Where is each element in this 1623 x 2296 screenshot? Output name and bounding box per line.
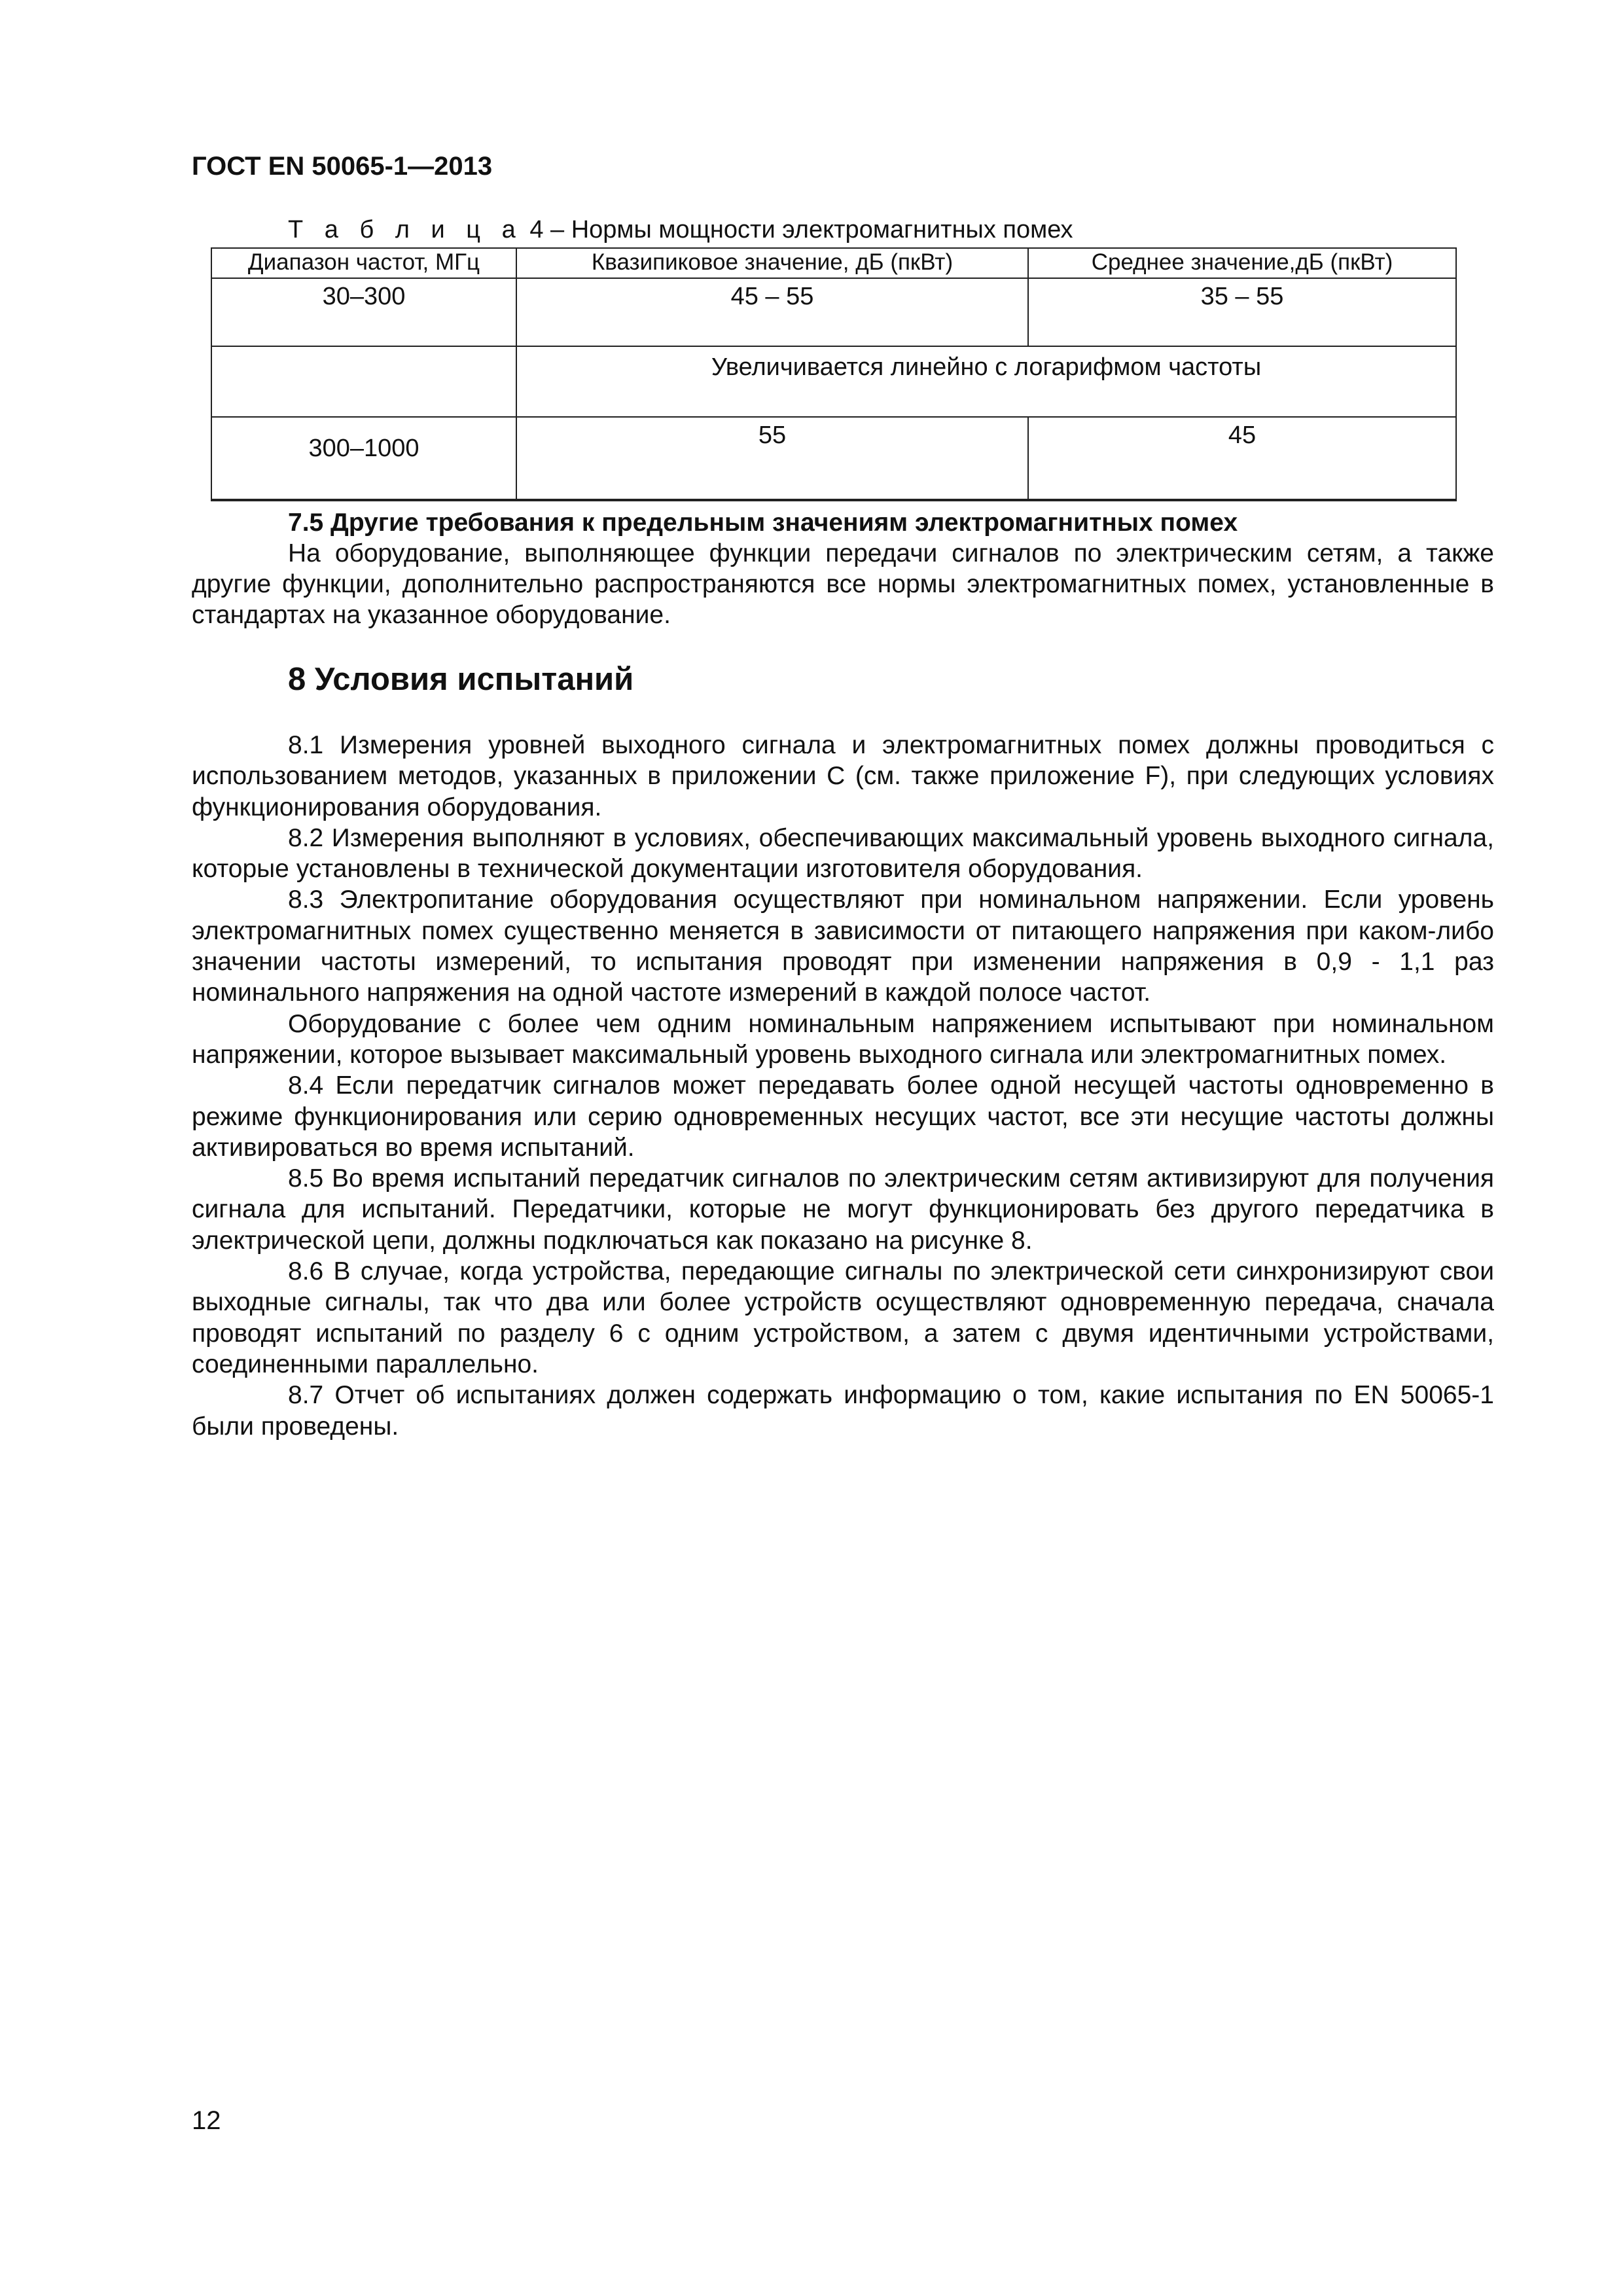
paragraph-8-3: 8.3 Электропитание оборудования осуществляют при номинальном напряжении. Если уровень электромагнитных помех существенно меняется в зависимости от питающего напряжения при каком-либо значении частоты измерений, то испытания проводят при изменении напряжения в 0,9 - 1,1 раз номинального напряжения на одной частоте измерений в каждой полосе частот. [192,886,1494,1007]
merged-note-cell: Увеличивается линейно с логарифмом частоты [516,346,1456,417]
quasi-peak-cell: 45 – 55 [516,278,1028,346]
paragraph-8-2: 8.2 Измерения выполняют в условиях, обеспечивающих максимальный уровень выходного сигнала, которые установлены в технической документации изготовителя оборудования. [192,823,1494,884]
table-row [211,346,1456,417]
frequency-range-cell [211,346,516,417]
frequency-range-cell: 30–300 [211,278,516,346]
column-header-frequency: Диапазон частот, МГц [211,248,516,278]
paragraph-8-3-continued: Оборудование с более чем одним номинальным напряжением испытывают при номинальном напряжении, которое вызывает максимальный уровень выходного сигнала или электромагнитных помех. [192,1009,1494,1069]
paragraph-8-1: 8.1 Измерения уровней выходного сигнала и электромагнитных помех должны проводиться с использованием методов, указанных в приложении С (см. также приложение F), при следующих условиях функционирования оборудования. [192,731,1494,821]
paragraph-8-4: 8.4 Если передатчик сигналов может передавать более одной несущей частоты одновременно в режиме функционирования или серию одновременных несущих частот, все эти несущие частоты должны активироваться во время испытаний. [192,1071,1494,1162]
section-8-heading: 8 Условия испытаний [288,662,634,697]
average-cell: 45 [1028,417,1456,500]
table-header-row [211,248,1456,278]
column-header-quasi-peak: Квазипиковое значение, дБ (пкВт) [516,248,1028,278]
section-7-5-text: На оборудование, выполняющее функции передачи сигналов по электрическим сетям, а также другие функции, дополнительно распространяются все нормы электромагнитных помех, установленные в стандартах на указанное оборудование. [192,539,1494,629]
section-7-5-title: 7.5 Другие требования к предельным значениям электромагнитных помех [288,509,1238,537]
document-header: ГОСТ EN 50065-1—2013 [192,152,493,181]
section-8-body [192,730,1494,1442]
table-caption [288,216,1073,244]
average-cell: 35 – 55 [1028,278,1456,346]
section-7-5 [192,507,1494,630]
frequency-range-cell: 300–1000 [211,417,516,500]
emission-limits-table [211,247,1457,501]
column-header-average: Среднее значение,дБ (пкВт) [1028,248,1456,278]
paragraph-8-5: 8.5 Во время испытаний передатчик сигналов по электрическим сетям активизируют для получения сигнала для испытаний. Передатчики, которые не могут функционировать без другого передатчика в электрической цепи, должны подключаться как показано на рисунке 8. [192,1164,1494,1255]
paragraph-8-6: 8.6 В случае, когда устройства, передающие сигналы по электрической сети синхронизируют свои выходные сигналы, так что два или более устройств осуществляют одновременную передача, сначала проводят испытаний по разделу 6 с одним устройством, а затем с двумя идентичными устройствами, соединенными параллельно. [192,1257,1494,1378]
table-caption-title: 4 – Нормы мощности электромагнитных помех [522,216,1073,243]
table-row [211,417,1456,500]
table-caption-label: Т а б л и ц а [288,216,523,243]
quasi-peak-cell: 55 [516,417,1028,500]
paragraph-8-7: 8.7 Отчет об испытаниях должен содержать информацию о том, какие испытания по EN 50065-1 были проведены. [192,1381,1494,1441]
table-row [211,278,1456,346]
page-number: 12 [192,2106,221,2135]
